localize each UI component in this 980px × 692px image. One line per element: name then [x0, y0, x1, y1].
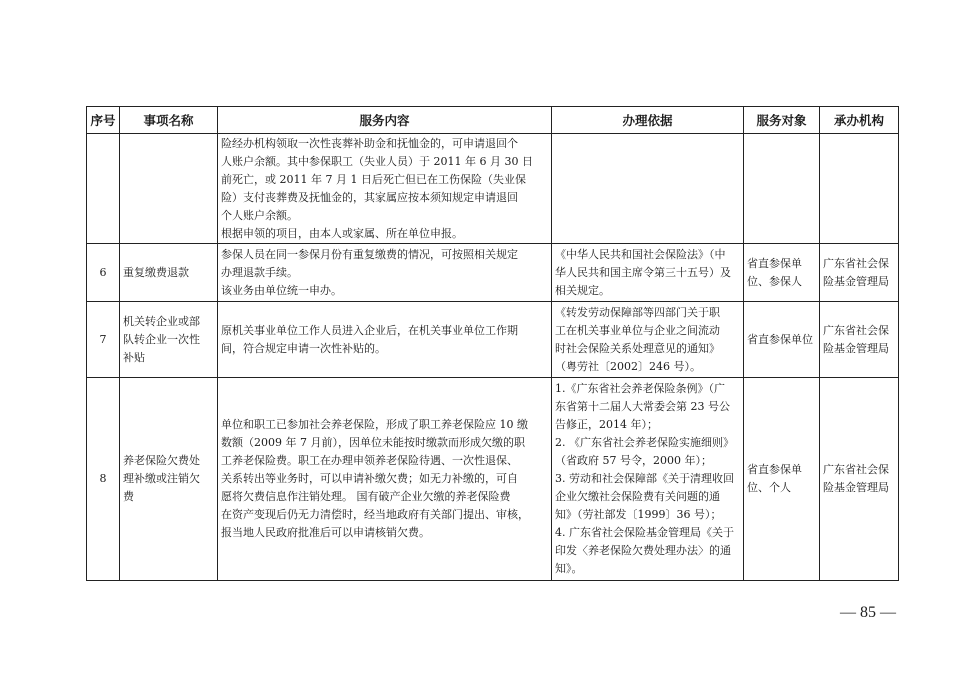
cell-basis: 《中华人民共和国社会保险法》（中 华人民共和国主席令第三十五号）及 相关规定。 [552, 244, 744, 302]
header-item-name: 事项名称 [120, 107, 218, 134]
header-index: 序号 [87, 107, 120, 134]
cell-service-target [744, 134, 820, 244]
cell-service-content: 单位和职工已参加社会养老保险，形成了职工养老保险应 10 缴 数额（2009 年 7 月前），因单位未能按时缴款而形成欠缴的职 工养老保险费。职工在办理申领养老保险待遇、一次性退保、 关系转出等业务时，可以申请补缴欠费；如无力补缴的，可自 愿将欠费信息作注销处理。 国有破产企业欠缴的养老保险费 在资产变现后仍无力清偿时，经当地政府有关部门提出、审核， 报当地人民政府批准后可以申请核销欠费。 [218, 378, 552, 581]
cell-organization: 广东省社会保 险基金管理局 [820, 244, 899, 302]
cell-index [87, 134, 120, 244]
header-service-target: 服务对象 [744, 107, 820, 134]
cell-basis [552, 134, 744, 244]
page-number: — 85 — [840, 604, 896, 621]
service-table [86, 106, 899, 581]
cell-item-name: 养老保险欠费处 理补缴或注销欠 费 [120, 378, 218, 581]
cell-basis: 1.《广东省社会养老保险条例》（广 东省第十二届人大常委会第 23 号公 告修正，2014 年）； 2. 《广东省社会养老保险实施细则》 （省政府 57 号令，2000 年）； 3. 劳动和社会保障部《关于清理收回 企业欠缴社会保险费有关问题的通 知》（劳社部发〔1999〕36 号）； 4. 广东省社会保险基金管理局《关于 印发〈养老保险欠费处理办法〉的通 知》。 [552, 378, 744, 581]
cell-organization [820, 134, 899, 244]
cell-service-target: 省直参保单 位、参保人 [744, 244, 820, 302]
cell-item-name: 机关转企业或部 队转企业一次性 补贴 [120, 302, 218, 378]
cell-organization: 广东省社会保 险基金管理局 [820, 302, 899, 378]
cell-item-name: 重复缴费退款 [120, 244, 218, 302]
cell-service-content: 原机关事业单位工作人员进入企业后，在机关事业单位工作期 间，符合规定申请一次性补贴的。 [218, 302, 552, 378]
cell-organization: 广东省社会保 险基金管理局 [820, 378, 899, 581]
cell-service-target: 省直参保单 位、个人 [744, 378, 820, 581]
cell-index: 6 [87, 244, 120, 302]
table-row [87, 244, 899, 302]
cell-item-name [120, 134, 218, 244]
cell-basis: 《转发劳动保障部等四部门关于职 工在机关事业单位与企业之间流动 时社会保险关系处理意见的通知》 （粤劳社〔2002〕246 号）。 [552, 302, 744, 378]
cell-service-content: 参保人员在同一参保月份有重复缴费的情况，可按照相关规定 办理退款手续。 该业务由单位统一申办。 [218, 244, 552, 302]
table-row [87, 302, 899, 378]
cell-service-content: 险经办机构领取一次性丧葬补助金和抚恤金的，可申请退回个 人账户余额。其中参保职工（失业人员）于 2011 年 6 月 30 日 前死亡，或 2011 年 7 月 1 日后死亡但已在工伤保险（失业保 险）支付丧葬费及抚恤金的，其家属应按本须知规定申请退回 个人账户余额。 根据申领的项目，由本人或家属、所在单位申报。 [218, 134, 552, 244]
table-row [87, 378, 899, 581]
cell-service-target: 省直参保单位 [744, 302, 820, 378]
header-organization: 承办机构 [820, 107, 899, 134]
header-service-content: 服务内容 [218, 107, 552, 134]
cell-index: 7 [87, 302, 120, 378]
table-header-row [87, 107, 899, 134]
table-row-continuation [87, 134, 899, 244]
header-basis: 办理依据 [552, 107, 744, 134]
cell-index: 8 [87, 378, 120, 581]
